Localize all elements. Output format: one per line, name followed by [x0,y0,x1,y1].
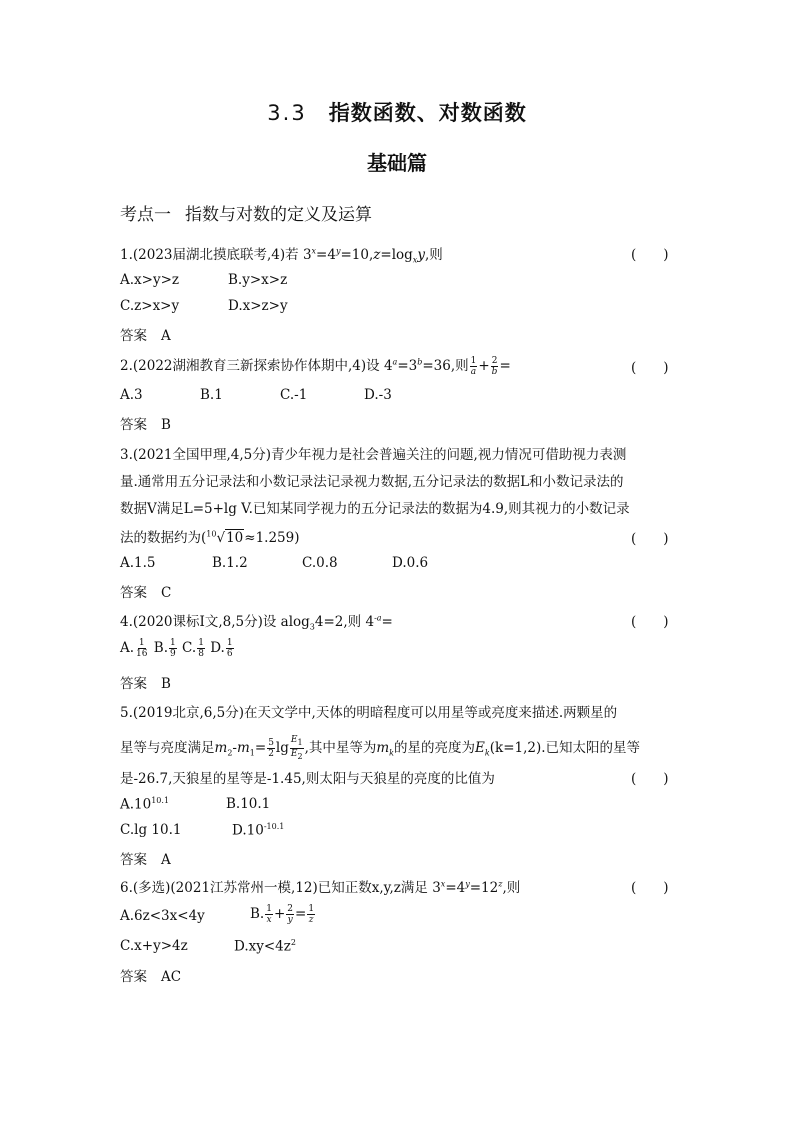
question-3-option-d: D.0.6 [392,555,429,571]
question-1-paren: ( ) [631,247,669,263]
question-3-option-b: B.1.2 [212,555,248,571]
question-5-option-a: $A.10^{10.1}$ [120,796,170,813]
question-5-line-2: 星等与亮度满足$m_2-m_1=$ $\frac{5}{2}$ lg $\frac{E_1}{E_2}$ ,其中星等为$m_k$的星的亮度为$E_k(k=1,2)$.已知太阳的星等 [120,735,641,761]
section-heading [120,200,372,225]
question-2-answer: 答案 B [120,417,171,433]
question-2-option-b: B.1 [200,387,223,403]
question-3-line-3: 数据V满足L=5+lg V.已知某同学视力的五分记录法的数据为4.9,则其视力的小数记录 [120,501,630,517]
question-3-line-4: 法的数据约为($^{10}$√10≈1.259) [120,529,300,546]
question-6-option-b: B. $\frac{1}{x}$ + $\frac{2}{y}$ = $\frac{1}{z}$ [250,904,315,925]
question-6-paren: ( ) [631,880,669,896]
question-3-paren: ( ) [631,531,669,547]
question-2-option-d: D.-3 [364,387,392,403]
section-name: 指数与对数的定义及运算 [185,205,372,225]
question-6-option-a: A.6z<3x<4y [120,908,205,924]
question-5-line-1: 5.(2019北京,6,5分)在天文学中,天体的明暗程度可以用星等或亮度来描述.两颗星的 [120,705,618,721]
page-subtitle: 基础篇 [367,151,427,175]
question-5-option-c: C.lg 10.1 [120,822,182,838]
question-6-option-d: $D.xy<4z^2$ [234,938,296,955]
question-3-answer: 答案 C [120,585,172,601]
question-5-option-b: B.10.1 [226,796,271,812]
question-5-line-3: 是-26.7,天狼星的星等是-1.45,则太阳与天狼星的亮度的比值为 [120,771,495,787]
question-3-line-1: 3.(2021全国甲理,4,5分)青少年视力是社会普遍关注的问题,视力情况可借助视力表测 [120,447,627,463]
question-6-answer: 答案 AC [120,969,182,985]
question-1-answer: 答案 A [120,328,171,344]
section-number: 3.3 [267,101,307,125]
question-2-option-c: C.-1 [280,387,308,403]
chapter-title: 指数函数、对数函数 [328,100,527,125]
question-5-answer: 答案 A [120,852,171,868]
question-4-stem: 4.(2020课标Ⅰ文,8,5分)设 alog$_3$4=2,则 $4^{-a}=$ [120,613,393,632]
question-1-stem: 1.(2023届湖北摸底联考,4)若 $3^x=4^y=10,z=\log_xy$,则 [120,246,443,265]
question-5-option-d: $D.10^{-10.1}$ [232,822,285,839]
section-label: 考点一 [120,205,171,225]
question-2-stem: 2.(2022湖湘教育三新探索协作体期中,4)设 $4^a=3^b=36$,则 $\frac{1}{a}$ + $\frac{2}{b}$ = [120,356,511,377]
question-2-option-a: A.3 [120,387,143,403]
question-1-option-c: C.z>x>y [120,298,180,314]
question-4-options: A. $\frac{1}{16}$ B. $\frac{1}{9}$ C. $\frac{1}{8}$ D. $\frac{1}{6}$ [120,638,233,659]
question-2-paren: ( ) [631,360,669,376]
question-6-option-c: C.x+y>4z [120,938,188,954]
question-4-answer: 答案 B [120,676,171,692]
question-5-paren: ( ) [631,771,669,787]
question-3-option-c: C.0.8 [302,555,338,571]
question-4-paren: ( ) [631,614,669,630]
page-title [0,97,794,127]
question-6-stem: 6.(多选)(2021江苏常州一模,12)已知正数x,y,z满足 $3^x=4^y=12^z$,则 [120,879,521,896]
question-3-line-2: 量.通常用五分记录法和小数记录法记录视力数据,五分记录法的数据L和小数记录法的 [120,474,624,490]
question-3-option-a: A.1.5 [120,555,156,571]
question-1-option-b: B.y>x>z [228,272,288,288]
question-1-option-d: D.x>z>y [228,298,288,314]
question-1-option-a: A.x>y>z [120,272,180,288]
